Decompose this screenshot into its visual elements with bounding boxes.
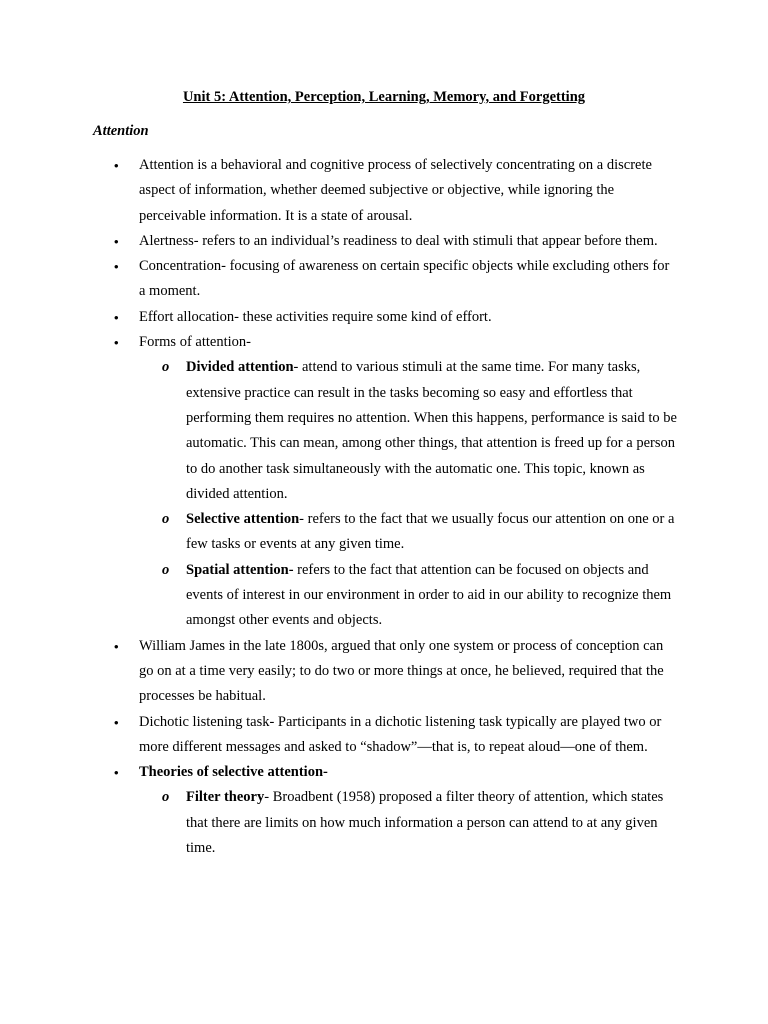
item-text: refers to the fact that attention can be focused on objects and events of interest in our environment in order to aid in our ability to recognize them amongst other events and objects. xyxy=(186,561,672,629)
item-text: Attention is a behavioral and cognitive process of selectively concentrating on a discrete aspect of information, whether deemed subjective or objective, while ignoring the perceivable information. It is a state of arousal. xyxy=(139,157,652,224)
item-term: Divided attention xyxy=(186,359,294,376)
list-item xyxy=(0,305,679,330)
sub-bullet-icon: o xyxy=(162,359,170,376)
attention-list xyxy=(0,153,768,861)
sub-bullet-icon: o xyxy=(162,789,170,806)
list-item xyxy=(0,229,679,254)
sub-bullet-icon: o xyxy=(162,561,170,578)
document-title: Unit 5: Attention, Perception, Learning, Memory, and Forgetting xyxy=(182,89,586,105)
item-text: Concentration- focusing of awareness on certain specific objects while excluding others for a moment. xyxy=(139,258,670,300)
sub-list-item xyxy=(0,558,678,634)
item-text: William James in the late 1800s, argued that only one system or process of conception can go on at a time very easily; to do two or more things at once, he believed, required that the processes be habitual. xyxy=(139,637,664,705)
bullet-icon: • xyxy=(114,309,119,325)
sub-bullet-icon: o xyxy=(162,511,170,528)
list-item xyxy=(0,634,679,710)
bullet-icon: • xyxy=(114,259,119,275)
item-text: - attend to various stimuli at the same time. For many tasks, extensive practice can result in the tasks becoming so easy and effortless that performing them requires no attention. When this happens, performance is said to be automatic. This can mean, among other things, that attention is freed up for a person to do another task simultaneously with the automatic one. This topic, known as divided attention. xyxy=(186,359,677,502)
item-text: - refers to the fact that we usually focus our attention on one or a few tasks or events at any given time. xyxy=(186,511,675,553)
list-item xyxy=(0,330,679,355)
list-item xyxy=(0,760,679,785)
bullet-icon: • xyxy=(114,765,119,781)
sub-list-item xyxy=(0,785,678,861)
item-text: Forms of attention- xyxy=(139,334,251,351)
item-term: Spatial attention- xyxy=(186,561,294,578)
bullet-icon: • xyxy=(114,335,119,351)
list-item xyxy=(0,254,679,305)
bullet-icon: • xyxy=(114,714,119,730)
sub-list-item xyxy=(0,507,678,558)
bullet-icon: • xyxy=(114,638,119,654)
item-term: Selective attention xyxy=(186,511,300,528)
list-item xyxy=(0,153,679,229)
bullet-icon: • xyxy=(114,158,119,173)
item-term: Theories of selective attention- xyxy=(139,764,328,781)
item-term: Filter theory xyxy=(186,789,265,806)
item-text: Effort allocation- these activities require some kind of effort. xyxy=(139,308,492,325)
list-item xyxy=(0,710,679,761)
item-text: Alertness- refers to an individual’s readiness to deal with stimuli that appear before them. xyxy=(139,232,658,249)
bullet-icon: • xyxy=(114,233,119,249)
item-text: - Broadbent (1958) proposed a filter theory of attention, which states that there are limits on how much information a person can attend to at any given time. xyxy=(186,789,664,857)
sub-list-item xyxy=(0,355,678,507)
item-text: Dichotic listening task- Participants in a dichotic listening task typically are played two or more different messages and asked to “shadow”—that is, to repeat aloud—one of them. xyxy=(139,713,662,755)
section-heading-attention: Attention xyxy=(93,123,149,139)
